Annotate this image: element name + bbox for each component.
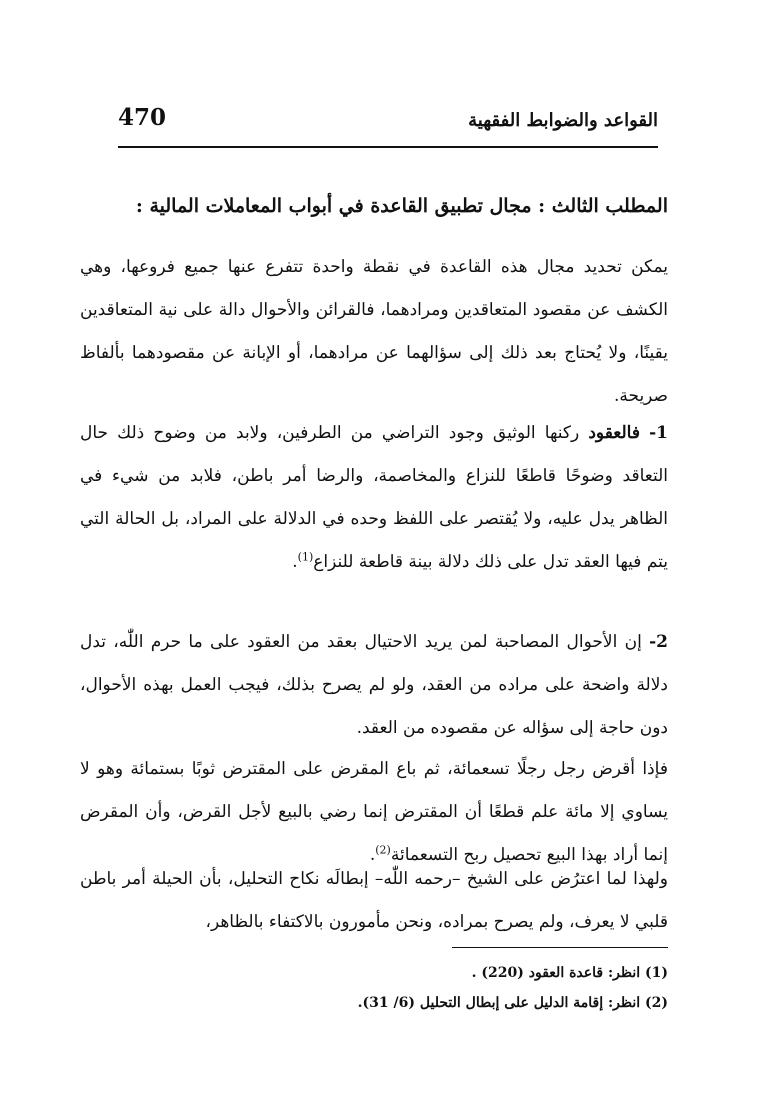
page-header	[118, 104, 658, 144]
sentence-end: .	[292, 552, 298, 572]
footnote-rule	[452, 947, 668, 948]
header-rule	[118, 146, 658, 148]
footnotes	[80, 958, 668, 1018]
intro-paragraph: يمكن تحديد مجال هذه القاعدة في نقطة واحدة تتفرع عنها جميع فروعها، وهي الكشف عن مقصود المتعاقدين ومرادهما، فالقرائن والأحوال دالة على نية المتعاقدين يقينًا، ولا يُحتاج بعد ذلك إلى سؤالهما عن مرادهما، أو الإبانة عن مقصودهما بألفاظ صريحة.	[80, 257, 668, 406]
sentence-end: .	[369, 845, 376, 865]
footnote-ref-1: (1)	[297, 550, 314, 564]
footnote-number: (1)	[645, 965, 668, 981]
footnote-1	[80, 958, 668, 988]
footnote-text: انظر: قاعدة العقود (220) .	[471, 965, 641, 981]
closing-paragraph: ولهذا لما اعترُض على الشيخ –رحمه اللّٰه– إبطالَه نكاح التحليل، بأن الحيلة أمر باطن قلبي لا يعرف، ولم يصرح بمراده، ونحن مأمورون بالاكتفاء بالظاهر،	[80, 869, 668, 932]
list-item-2	[80, 621, 668, 750]
section-title: المطلب الثالث : مجال تطبيق القاعدة في أبواب المعاملات المالية :	[135, 195, 668, 217]
page-number: 470	[118, 104, 167, 131]
running-title: القواعد والضوابط الفقهية	[468, 110, 658, 131]
list-item-1	[80, 412, 668, 584]
list-item-lead: فالعقود	[588, 423, 640, 443]
footnote-text: انظر: إقامة الدليل على إبطال التحليل (6/ 31).	[357, 995, 641, 1011]
footnote-number: (2)	[645, 995, 668, 1011]
list-item-text: إن الأحوال المصاحبة لمن يريد الاحتيال بعقد من العقود على ما حرم اللّٰه، تدل دلالة واضحة على مراده من العقد، ولو لم يصرح بذلك، فيجب العمل بهذه الأحوال، دون حاجة إلى سؤاله عن مقصوده من العقد.	[80, 632, 668, 738]
list-item-number: 1-	[649, 423, 669, 443]
example-text: فإذا أقرض رجل رجلًا تسعمائة، ثم باع المقرض على المقترض ثوبًا بستمائة وهو لا يساوي إلا مائة علم قطعًا أن المقترض إنما رضي بالبيع لأجل القرض، وأن المقرض إنما أراد بهذا البيع تحصيل ربح التسعمائة	[80, 759, 668, 865]
list-item-number: 2-	[649, 632, 668, 652]
list-item-text: ركنها الوثيق وجود التراضي من الطرفين، ولابد من وضوح ذلك حال التعاقد وضوحًا قاطعًا للنزاع والمخاصمة، والرضا أمر باطن، فلابد من شيء في الظاهر يدل عليه، ولا يُقتصر على اللفظ وحده في الدلالة على المراد، بل الحالة التي يتم فيها العقد تدل على ذلك دلالة بينة قاطعة للنزاع	[80, 423, 668, 572]
footnote-ref-2: (2)	[375, 843, 391, 857]
footnote-2	[80, 988, 668, 1018]
